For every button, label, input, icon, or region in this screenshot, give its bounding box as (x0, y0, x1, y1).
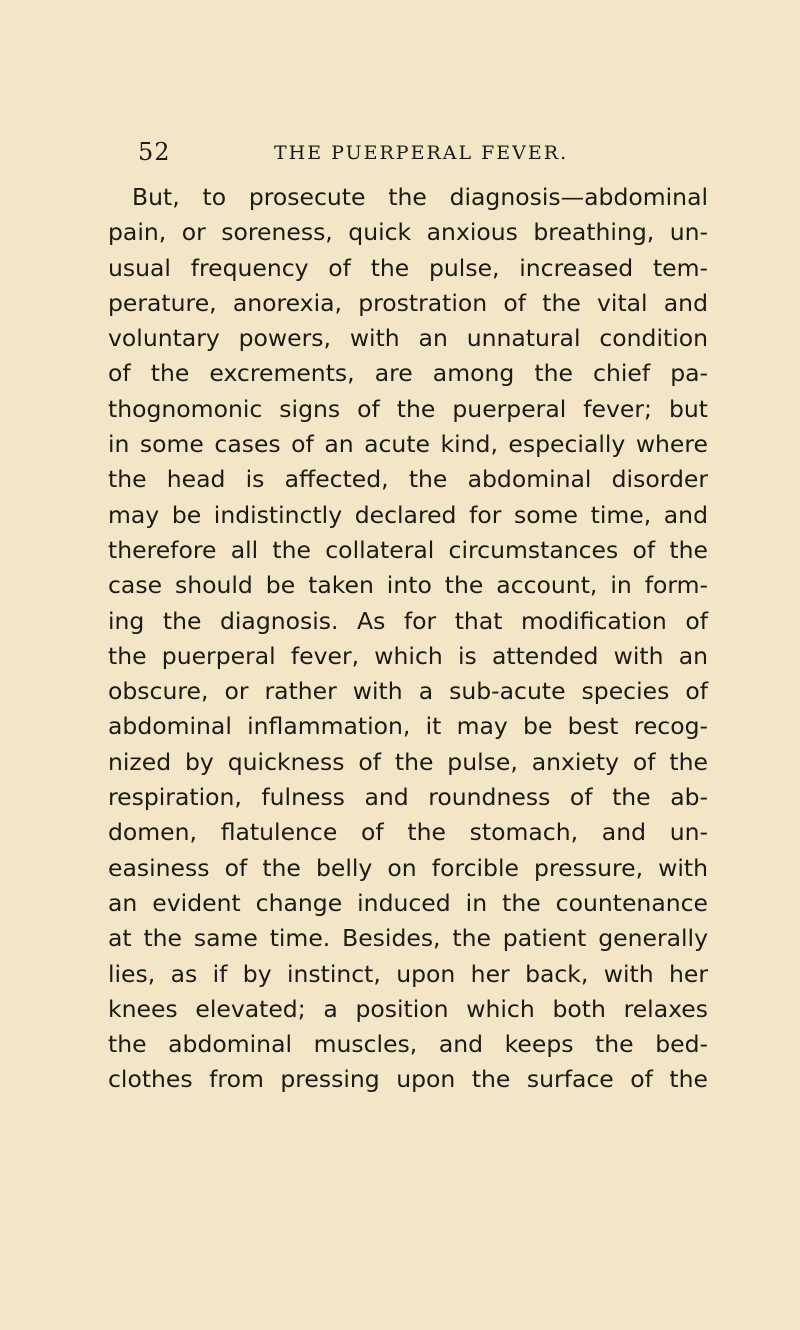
text-line: may be indistinctly declared for some time, and (108, 500, 708, 529)
running-head (138, 138, 608, 174)
text-line: in some cases of an acute kind, especially where (108, 430, 708, 459)
text-line: the abdominal muscles, and keeps the bed- (108, 1030, 708, 1059)
running-title: THE PUERPERAL FEVER. (274, 142, 569, 164)
text-line: obscure, or rather with a sub-acute species of (108, 677, 708, 706)
text-line: thognomonic signs of the puerperal fever; but (108, 394, 708, 423)
text-line: the head is affected, the abdominal disorder (108, 465, 708, 494)
text-line: an evident change induced in the countenance (108, 888, 708, 917)
text-line: clothes from pressing upon the surface of the (108, 1065, 708, 1094)
text-line: of the excrements, are among the chief pa- (108, 359, 708, 388)
page-number: 52 (138, 138, 171, 166)
text-line: nized by quickness of the pulse, anxiety of the (108, 747, 708, 776)
text-line: voluntary powers, with an unnatural condition (108, 324, 708, 353)
text-line: knees elevated; a position which both relaxes (108, 994, 708, 1023)
body-text (108, 180, 708, 1098)
text-line: domen, flatulence of the stomach, and un- (108, 818, 708, 847)
text-line: respiration, fulness and roundness of the ab- (108, 783, 708, 812)
text-line: the puerperal fever, which is attended with an (108, 641, 708, 670)
text-line: case should be taken into the account, in form- (108, 571, 708, 600)
text-line: therefore all the collateral circumstances of the (108, 535, 708, 564)
text-line: abdominal inflammation, it may be best recog- (108, 712, 708, 741)
text-line: ing the diagnosis. As for that modification of (108, 606, 708, 635)
text-line: But, to prosecute the diagnosis—abdominal (132, 183, 708, 211)
text-line: lies, as if by instinct, upon her back, with her (108, 959, 708, 988)
text-line: easiness of the belly on forcible pressure, with (108, 853, 708, 882)
text-line: at the same time. Besides, the patient generally (108, 924, 708, 953)
text-line: pain, or soreness, quick anxious breathing, un- (108, 218, 708, 247)
text-line: perature, anorexia, prostration of the vital and (108, 288, 708, 317)
text-line: usual frequency of the pulse, increased tem- (108, 253, 708, 282)
